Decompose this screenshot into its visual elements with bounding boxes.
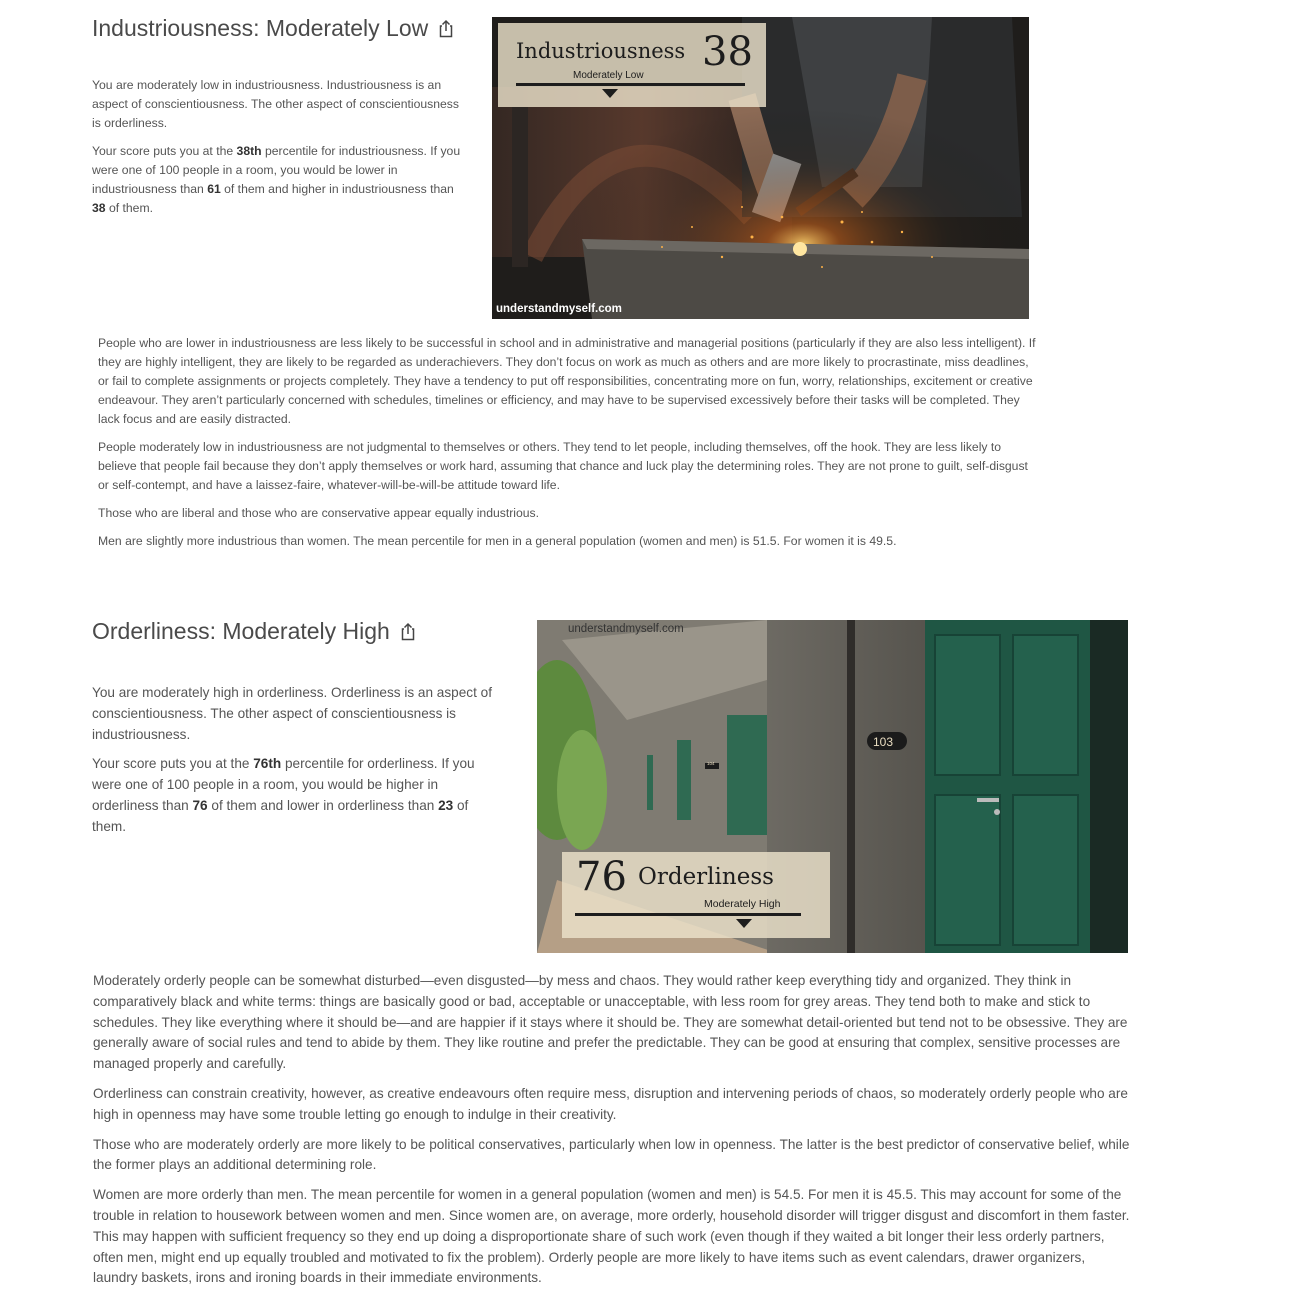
industriousness-image (492, 17, 1029, 319)
description-paragraph: Those who are moderately orderly are more likely to be political conservatives, particularly when low in openness. The latter is the best predictor of conservative belief, while the former plays an additional determining role. (93, 1136, 1130, 1173)
badge-level: Moderately Low (573, 70, 644, 81)
industriousness-title-text: Industriousness: Moderately Low (92, 15, 429, 41)
watermark: understandmyself.com (496, 303, 622, 315)
description-paragraph: Women are more orderly than men. The mean percentile for women in a general population (women and men) is 54.5. For men it is 45.5. This may account for some of the trouble in relation to housework between women and men. Since women are, on average, more orderly, household disorder will trigger disgust and discomfort in them faster. This may happen with sufficient frequency so they end up doing a disproportionate share of such work (even though if they waited a bit longer their less orderly partners, often men, might end up equally troubled and motivated to fix the problem). Orderly people are more likely to have items such as event calendars, drawer organizers, laundry baskets, irons and ironing boards in their immediate environments. (93, 1187, 1130, 1286)
share-icon[interactable] (436, 19, 456, 39)
description-paragraph: People who are lower in industriousness are less likely to be successful in school and in administrative and managerial positions (particularly if they are also less intelligent). If they are highly intelligent, they are likely to be regarded as underachievers. They don’t focus on work as much as others and are more likely to procrastinate, miss deadlines, or fail to complete assignments or projects completely. They have a tendency to put off responsibilities, concentrating more on fun, worry, relationships, excitement or creative endeavour. They aren’t particularly concerned with schedules, timelines or efficiency, and may have to be supervised excessively before their tasks will be completed. They lack focus and are easily distracted. (98, 336, 1036, 426)
orderliness-image (537, 620, 1128, 953)
percentile-rank: 76th (253, 756, 282, 772)
percentile-rank: 38th (236, 144, 262, 158)
industriousness-intro-text: You are moderately low in industriousness. Industriousness is an aspect of conscientiousness. The other aspect of conscientiousness is orderliness. (92, 78, 459, 130)
orderliness-description (93, 971, 1133, 1298)
description-paragraph: Men are slightly more industrious than women. The mean percentile for men in a general population (women and men) is 51.5. For women it is 49.5. (98, 534, 897, 548)
industriousness-score-text: Your score puts you at the 38th percentile for industriousness. If you were one of 100 people in a room, you would be lower in industriousness than 61 of them and higher in industriousness than 38 of them. (92, 144, 461, 215)
orderliness-intro (92, 683, 494, 847)
description-paragraph: People moderately low in industriousness are not judgmental to themselves or others. They tend to let people, including themselves, off the hook. They are less likely to believe that people fail because they don’t apply themselves or work hard, assuming that chance and luck play the determining roles. They are not prone to guilt, self-disgust or self-contempt, and have a laissez-faire, whatever-will-be-will-be attitude toward life. (98, 440, 1028, 492)
industriousness-description (98, 334, 1036, 560)
orderliness-intro-text: You are moderately high in orderliness. Orderliness is an aspect of conscientiousness. The other aspect of conscientiousness is industriousness. (92, 685, 492, 742)
door-number-far: 104 (707, 761, 715, 766)
description-paragraph: Those who are liberal and those who are conservative appear equally industrious. (98, 506, 540, 520)
industriousness-intro (92, 76, 470, 227)
watermark: understandmyself.com (568, 623, 684, 635)
badge-underline (516, 83, 745, 86)
badge-number: 38 (702, 29, 753, 75)
badge-label: Orderliness (638, 864, 774, 890)
badge-level: Moderately High (704, 898, 781, 910)
badge-underline (575, 913, 801, 916)
orderliness-title (92, 618, 418, 645)
description-paragraph: Moderately orderly people can be somewhat disturbed—even disgusted—by mess and chaos. They would rather keep everything tidy and organized. They think in comparatively black and white terms: things are basically good or bad, acceptable or unacceptable, with less room for grey areas. They tend both to make and stick to schedules. They like everything where it should be—and are happier if it stays where it should be. They are somewhat detail-oriented but tend not to be obsessive. They are generally aware of social rules and tend to abide by them. They like routine and prefer the predictable. They can be good at ensuring that complex, sensitive processes are managed properly and carefully. (93, 973, 1128, 1072)
description-paragraph: Orderliness can constrain creativity, however, as creative endeavours often require mess, disruption and intervening periods of chaos, so moderately orderly people who are high in openness may have some trouble letting go enough to indulge in their creativity. (93, 1085, 1128, 1122)
badge-pointer (736, 919, 752, 928)
orderliness-score-text: Your score puts you at the 76th percentile for orderliness. If you were one of 100 people in a room, you would be higher in orderliness than 76 of them and lower in orderliness than 23 of them. (92, 756, 475, 834)
badge-number: 76 (576, 854, 627, 900)
orderliness-title-text: Orderliness: Moderately High (92, 618, 390, 644)
industriousness-title (92, 15, 456, 42)
score-badge (562, 852, 830, 938)
score-badge (498, 23, 766, 107)
door-number: 103 (873, 735, 894, 749)
badge-label: Industriousness (516, 39, 686, 63)
share-icon[interactable] (398, 622, 418, 642)
badge-pointer (602, 89, 618, 98)
